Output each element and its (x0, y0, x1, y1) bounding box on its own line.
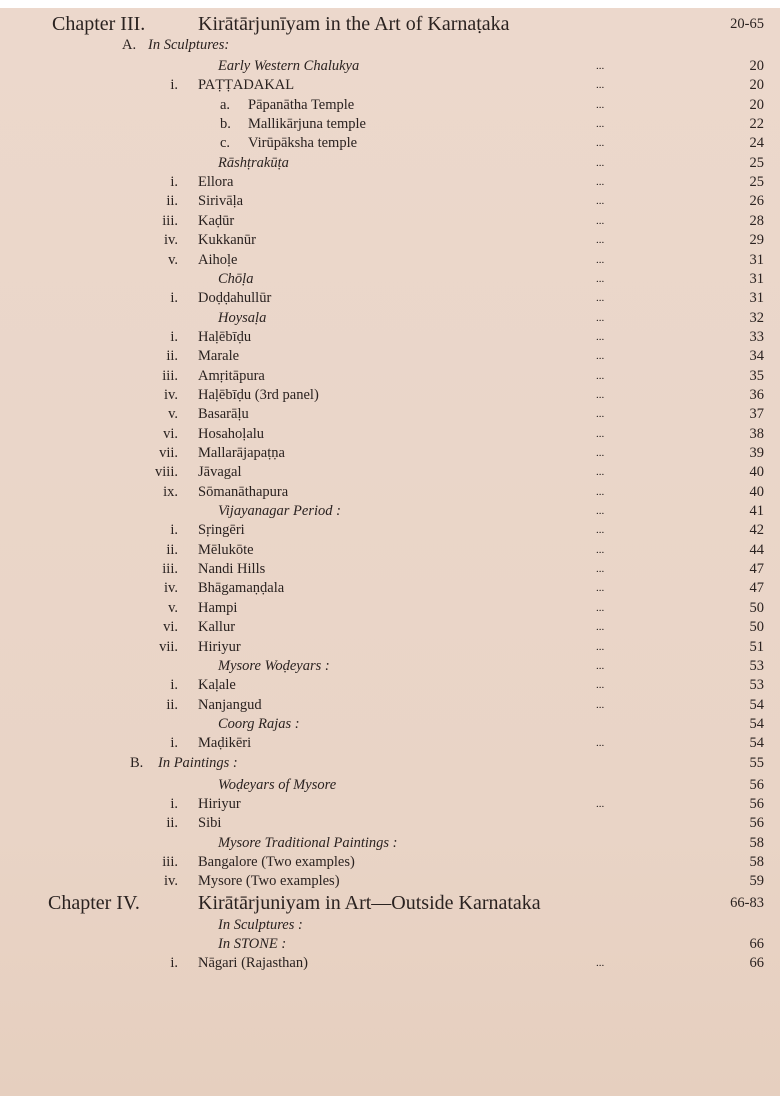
entry-number: iv. (164, 386, 178, 403)
toc-entry (0, 386, 780, 405)
subheading: Hoysaḷa (218, 309, 267, 326)
entry-number: ii. (166, 696, 178, 713)
entry-label: Basarāḷu (198, 406, 249, 423)
entry-label: Kukkanūr (198, 232, 256, 249)
page-number: 40 (749, 483, 764, 500)
entry-number: i. (170, 174, 178, 191)
subheading: Chōḷa (218, 270, 254, 287)
entry-number: b. (220, 116, 231, 133)
page-number: 37 (749, 406, 764, 423)
subheading: Early Western Chalukya (218, 58, 360, 74)
entry-label: Sibi (198, 815, 222, 832)
entry-label: Kaḷale (198, 677, 236, 694)
toc-entry (0, 270, 780, 289)
entry-number: iv. (164, 580, 178, 597)
entry-label: Mallarājapaṭṇa (198, 445, 285, 461)
toc-entry (0, 638, 780, 657)
toc-entry (0, 251, 780, 270)
entry-number: i. (170, 795, 178, 812)
chapter-title: Kirātārjunīyam in the Art of Karnaṭaka (198, 13, 510, 35)
toc-entry (0, 560, 780, 579)
chapter-label: Chapter IV. (48, 891, 140, 914)
entry-label: Hosahoḷalu (198, 425, 265, 442)
toc-entry (0, 483, 780, 502)
toc-entry (0, 579, 780, 598)
entry-number: a. (220, 96, 231, 113)
page-number: 54 (749, 735, 764, 752)
entry-number: i. (170, 77, 178, 94)
entry-label: Hampi (198, 599, 238, 616)
page-number: 66 (749, 955, 764, 972)
leader-dots: ... (596, 137, 605, 150)
entry-number: i. (170, 677, 178, 694)
chapter-pages: 66-83 (730, 894, 764, 911)
entry-number: ii. (166, 348, 178, 365)
leader-dots: ... (596, 156, 605, 169)
toc-entry (0, 96, 780, 115)
chapter-3-heading (0, 11, 780, 37)
leader-dots: ... (596, 659, 605, 672)
page-number: 20 (749, 58, 764, 74)
entry-label: Ellora (198, 174, 234, 191)
page-number: 32 (749, 309, 764, 326)
entry-number: v. (168, 251, 178, 268)
entry-label: Kaḍūr (198, 212, 235, 229)
toc-entry (0, 405, 780, 424)
entry-label: Bangalore (Two examples) (198, 854, 355, 870)
toc-entry (0, 115, 780, 134)
chapter-title: Kirātārjuniyam in Art—Outside Karnataka (198, 891, 541, 914)
page-number: 59 (749, 873, 764, 890)
subheading: In Sculptures : (218, 916, 303, 933)
toc-entry (0, 916, 780, 935)
toc-entry (0, 853, 780, 872)
leader-dots: ... (596, 330, 605, 343)
entry-number: viii. (155, 464, 178, 481)
toc-entry (0, 212, 780, 231)
page-number: 36 (749, 386, 764, 403)
toc-entry (0, 795, 780, 814)
subheading: Woḍeyars of Mysore (218, 776, 337, 793)
page-number: 34 (749, 348, 764, 365)
toc-entry (0, 289, 780, 308)
page-number: 40 (749, 464, 764, 481)
leader-dots: ... (596, 195, 605, 208)
subheading: Mysore Woḍeyars : (218, 657, 330, 674)
entry-number: vi. (163, 619, 178, 636)
page-number: 38 (749, 425, 764, 442)
toc-entry (0, 444, 780, 463)
page-number: 54 (749, 696, 764, 713)
toc-entry (0, 231, 780, 250)
toc-entry (0, 734, 780, 753)
entry-label: Amṛitāpura (198, 367, 265, 384)
page-number: 35 (749, 367, 764, 384)
entry-label: Sṛingēri (198, 522, 245, 539)
toc-page (0, 8, 780, 1096)
leader-dots: ... (596, 601, 605, 614)
page-number: 58 (749, 854, 764, 870)
subheading: Mysore Traditional Paintings : (218, 834, 398, 851)
toc-entry (0, 154, 780, 173)
entry-label: Hiriyur (198, 795, 241, 812)
toc-entry (0, 715, 780, 734)
entry-label: Marale (198, 348, 240, 365)
leader-dots: ... (596, 485, 605, 498)
toc-entry (0, 173, 780, 192)
entry-number: i. (170, 290, 178, 307)
page-number: 22 (749, 116, 764, 133)
page-number: 56 (749, 776, 764, 793)
toc-entry (0, 463, 780, 482)
page-number: 20 (749, 77, 764, 94)
toc-entry (0, 76, 780, 95)
leader-dots: ... (596, 98, 605, 111)
subheading: Coorg Rajas : (218, 715, 300, 732)
entry-label: Pāpanātha Temple (248, 96, 355, 113)
entry-number: v. (168, 599, 178, 616)
leader-dots: ... (596, 272, 605, 285)
leader-dots: ... (596, 737, 605, 750)
entry-number: iii. (162, 367, 178, 384)
entry-number: iii. (162, 561, 178, 578)
entry-label: Maḍikēri (198, 735, 252, 752)
entry-number: vi. (163, 425, 178, 442)
entry-number: i. (170, 955, 178, 972)
toc-entry (0, 954, 780, 973)
page-number: 56 (749, 795, 764, 812)
leader-dots: ... (596, 447, 605, 459)
entry-number: i. (170, 522, 178, 539)
entry-number: iv. (164, 232, 178, 249)
toc-entry (0, 347, 780, 366)
entry-label: Mēlukōte (198, 541, 254, 558)
section-title: In Paintings : (158, 754, 238, 771)
leader-dots: ... (596, 543, 605, 556)
leader-dots: ... (596, 679, 605, 692)
entry-label: Kallur (198, 619, 236, 636)
page-number: 28 (749, 212, 764, 229)
toc-entry (0, 676, 780, 695)
leader-dots: ... (596, 957, 605, 970)
leader-dots: ... (596, 582, 605, 595)
entry-number: ii. (166, 815, 178, 832)
toc-entry (0, 541, 780, 560)
entry-label: Jāvagal (198, 464, 242, 481)
entry-number: i. (170, 735, 178, 752)
toc-entry (0, 696, 780, 715)
entry-number: vii. (159, 638, 178, 655)
toc-entry (0, 192, 780, 211)
leader-dots: ... (596, 369, 605, 382)
leader-dots: ... (596, 118, 605, 131)
leader-dots: ... (596, 640, 605, 653)
leader-dots: ... (596, 408, 605, 421)
toc-entry (0, 57, 780, 76)
entry-label: Mysore (Two examples) (198, 873, 340, 890)
page-number: 33 (749, 328, 764, 345)
entry-label: Nāgari (Rajasthan) (198, 955, 308, 972)
toc-entry (0, 367, 780, 386)
entry-number: ii. (166, 541, 178, 558)
page-number: 51 (749, 638, 764, 655)
entry-number: iv. (164, 873, 178, 890)
leader-dots: ... (596, 350, 605, 363)
leader-dots: ... (596, 311, 605, 324)
section-marker: A. (122, 37, 137, 53)
entry-label: Nanjangud (198, 696, 262, 713)
toc-entry (0, 425, 780, 444)
leader-dots: ... (596, 427, 605, 440)
chapter-4-heading (0, 890, 780, 916)
page-number: 50 (749, 619, 764, 636)
page-number: 25 (749, 154, 764, 171)
section-b-heading (0, 754, 780, 773)
section-marker: B. (130, 754, 144, 771)
page-number: 47 (749, 561, 764, 578)
entry-label: Bhāgamaṇḍala (198, 580, 285, 597)
toc-entry (0, 834, 780, 853)
page-number: 26 (749, 193, 764, 210)
page-number: 20 (749, 96, 764, 113)
entry-label: Hiriyur (198, 638, 241, 655)
entry-label: Nandi Hills (198, 561, 266, 578)
leader-dots: ... (596, 234, 605, 247)
entry-label: Doḍḍahullūr (198, 290, 272, 307)
chapter-pages: 20-65 (730, 16, 764, 32)
leader-dots: ... (596, 60, 605, 72)
entry-label: Aihoḷe (198, 251, 238, 268)
leader-dots: ... (596, 176, 605, 189)
entry-number: v. (168, 406, 178, 423)
page-number: 54 (749, 715, 764, 732)
page-number: 66 (749, 936, 764, 953)
entry-number: ix. (163, 483, 178, 500)
page-number: 50 (749, 599, 764, 616)
leader-dots: ... (596, 563, 605, 576)
toc-entry (0, 657, 780, 676)
page-number: 56 (749, 815, 764, 832)
page-number: 47 (749, 580, 764, 597)
page-number: 53 (749, 677, 764, 694)
page-number: 41 (749, 503, 764, 520)
page-number: 31 (749, 290, 764, 307)
page-number: 55 (749, 754, 764, 771)
toc-entry (0, 309, 780, 328)
toc-entry (0, 814, 780, 833)
chapter-label: Chapter III. (52, 13, 146, 35)
entry-number: vii. (159, 445, 178, 461)
entry-label: Virūpāksha temple (248, 135, 358, 152)
leader-dots: ... (596, 797, 605, 810)
toc-entry (0, 599, 780, 618)
page-number: 24 (749, 135, 764, 152)
toc-entry (0, 776, 780, 795)
leader-dots: ... (596, 388, 605, 401)
entry-label: Mallikārjuna temple (248, 116, 366, 133)
entry-label: Haḷēbīḍu (198, 328, 252, 345)
entry-number: iii. (162, 212, 178, 229)
entry-label: Sirivāḷa (198, 193, 244, 210)
page-number: 31 (749, 270, 764, 287)
page-number: 53 (749, 657, 764, 674)
page-number: 29 (749, 232, 764, 249)
entry-label: Sōmanāthapura (198, 483, 289, 500)
toc-entry (0, 328, 780, 347)
page-number: 44 (749, 541, 764, 558)
toc-entry (0, 502, 780, 521)
toc-entry (0, 618, 780, 637)
subheading: In STONE : (218, 936, 287, 953)
page-number: 42 (749, 522, 764, 539)
subheading: Rāshṭrakūṭa (218, 154, 289, 171)
page-number: 31 (749, 251, 764, 268)
entry-number: ii. (166, 193, 178, 210)
leader-dots: ... (596, 292, 605, 305)
page-number: 58 (749, 834, 764, 851)
entry-number: iii. (162, 854, 178, 870)
leader-dots: ... (596, 698, 605, 711)
toc-entry (0, 134, 780, 153)
entry-label: Haḷēbīḍu (3rd panel) (198, 386, 319, 403)
page-number: 25 (749, 174, 764, 191)
toc-entry (0, 935, 780, 954)
subheading: Vijayanagar Period : (218, 503, 341, 520)
entry-number: c. (220, 135, 231, 152)
entry-number: i. (170, 328, 178, 345)
leader-dots: ... (596, 466, 605, 479)
leader-dots: ... (596, 214, 605, 227)
section-title: In Sculptures: (148, 37, 230, 53)
leader-dots: ... (596, 253, 605, 266)
toc-entry (0, 872, 780, 891)
leader-dots: ... (596, 621, 605, 634)
toc-entry (0, 521, 780, 540)
leader-dots: ... (596, 524, 605, 537)
page-number: 39 (749, 445, 764, 461)
entry-label: PAṬṬADAKAL (198, 77, 295, 94)
leader-dots: ... (596, 79, 605, 92)
section-a-heading (0, 36, 780, 55)
leader-dots: ... (596, 505, 605, 518)
